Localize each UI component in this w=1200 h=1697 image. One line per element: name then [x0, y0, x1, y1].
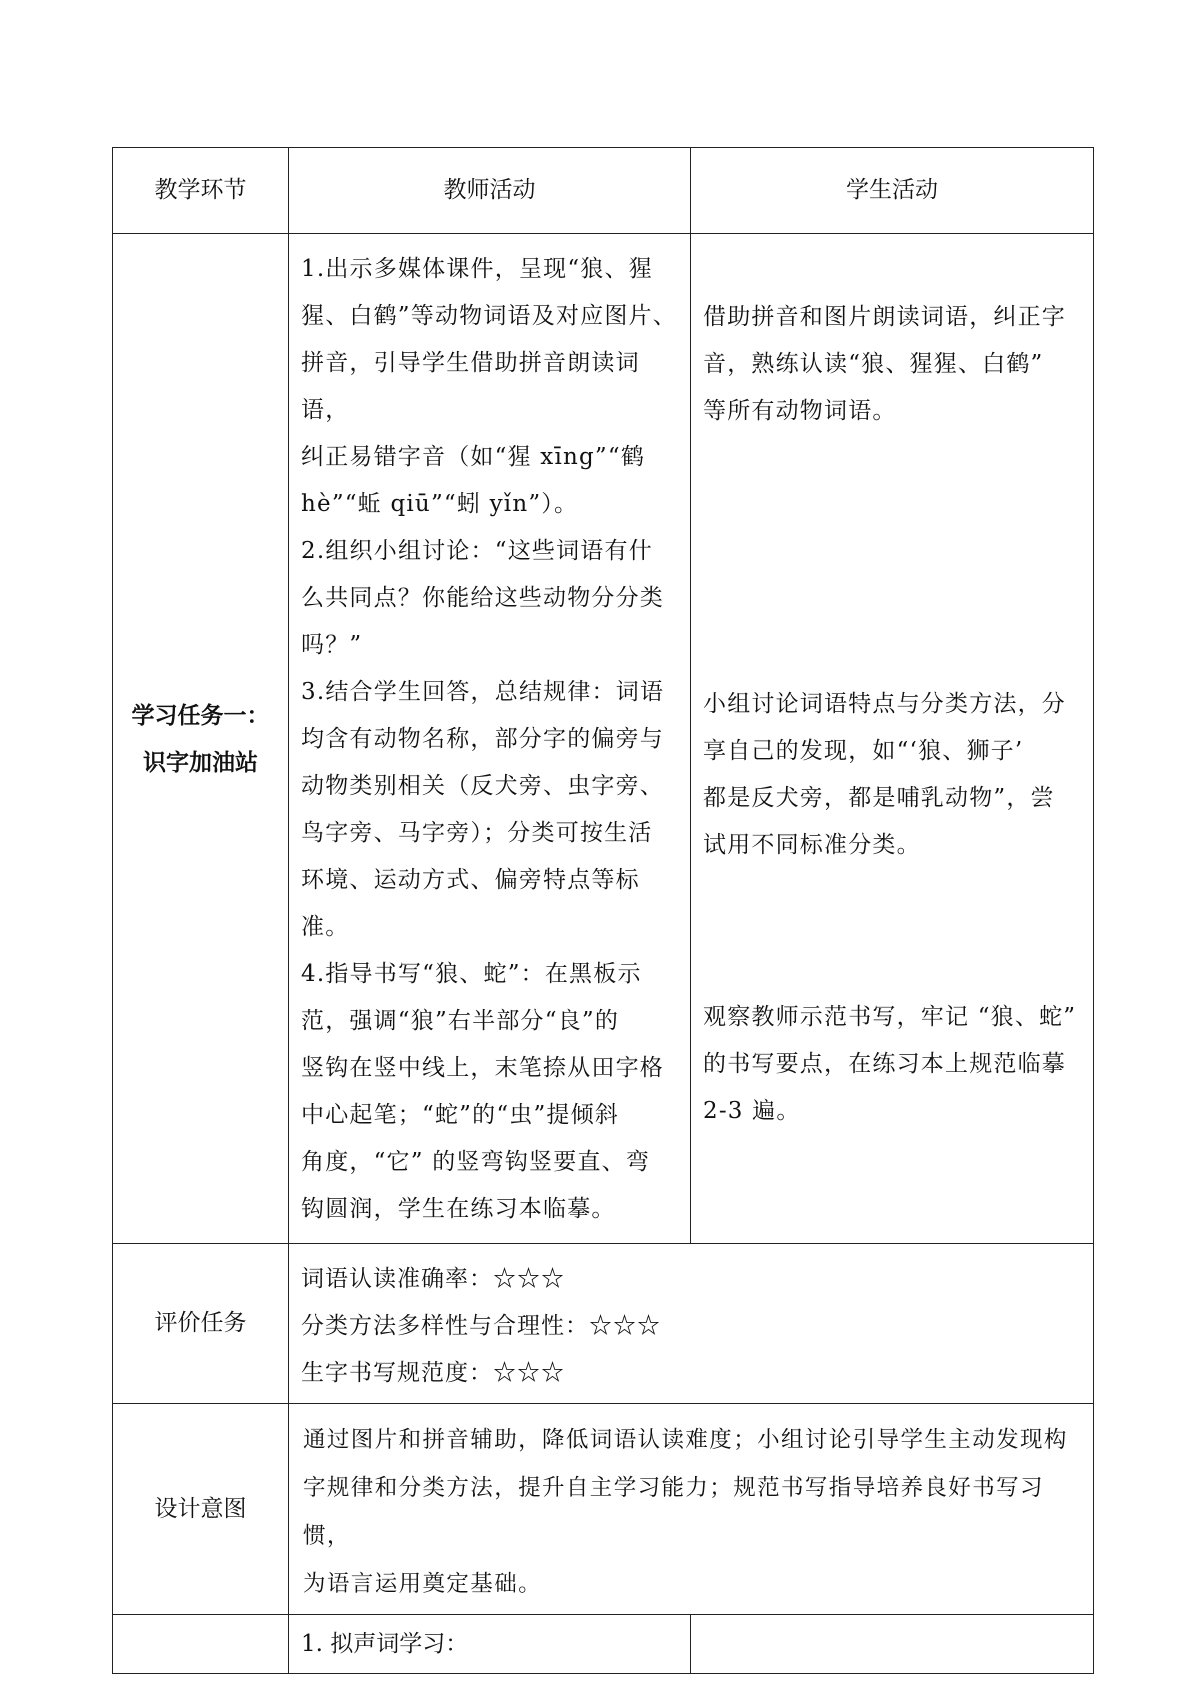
task1-label-line2: 识字加油站 [143, 748, 258, 776]
lesson-plan-table [112, 147, 1094, 1674]
next-task-row [113, 1615, 1094, 1674]
task1-label [113, 234, 289, 1244]
student-block-discussion [703, 681, 1083, 869]
design-intent-line: 字规律和分类方法，提升自主学习能力；规范书写指导培养良好书写习惯， [303, 1475, 1044, 1549]
header-teaching-stage: 教学环节 [113, 148, 289, 234]
task1-teacher-activity [289, 234, 691, 1244]
header-teacher-activity: 教师活动 [289, 148, 691, 234]
teacher-line: 吗？” [301, 632, 363, 658]
teacher-line: 竖钩在竖中线上，末笔捺从田字格 [301, 1055, 664, 1081]
design-intent-row [113, 1404, 1094, 1615]
task1-row [113, 234, 1094, 1244]
design-intent-line: 为语言运用奠定基础。 [303, 1571, 543, 1597]
next-task-teacher-text: 1. 拟声词学习： [301, 1630, 469, 1657]
design-intent-line: 通过图片和拼音辅助，降低词语认读难度；小组讨论引导学生主动发现构 [303, 1427, 1068, 1453]
teacher-line: hè”“蚯 qiū”“蚓 yǐn”）。 [301, 491, 579, 517]
student-block-writing [703, 994, 1083, 1135]
evaluation-line: 词语认读准确率：☆☆☆ [301, 1266, 565, 1292]
teacher-line: 动物类别相关（反犬旁、虫字旁、 [301, 773, 664, 799]
next-task-label [113, 1615, 289, 1674]
student-line: 的书写要点，在练习本上规范临摹 [703, 1051, 1066, 1077]
teacher-line: 纠正易错字音（如“猩 xīng”“鹤 [301, 444, 646, 470]
teacher-line: 鸟字旁、马字旁）；分类可按生活 [301, 820, 653, 846]
student-line: 音，熟练认读“狼、猩猩、白鹤” [703, 351, 1044, 377]
teacher-line: 3.结合学生回答，总结规律：词语 [301, 679, 665, 705]
student-line: 享自己的发现，如“‘狼、狮子’ [703, 738, 1024, 764]
teacher-line: 猩、白鹤”等动物词语及对应图片、 [301, 303, 677, 329]
student-line: 试用不同标准分类。 [703, 832, 921, 858]
teacher-line: 均含有动物名称，部分字的偏旁与 [301, 726, 664, 752]
header-student-activity: 学生活动 [691, 148, 1094, 234]
teacher-line: 范，强调“狼”右半部分“良”的 [301, 1008, 620, 1034]
teacher-line: 中心起笔；“蛇”的“虫”提倾斜 [301, 1102, 620, 1128]
evaluation-label: 评价任务 [113, 1244, 289, 1404]
evaluation-line: 生字书写规范度：☆☆☆ [301, 1360, 565, 1386]
teacher-line: 么共同点？你能给这些动物分分类 [301, 585, 664, 611]
teacher-line: 环境、运动方式、偏旁特点等标准。 [301, 867, 640, 940]
student-line: 都是反犬旁，都是哺乳动物”，尝 [703, 785, 1055, 811]
evaluation-content [289, 1244, 1094, 1404]
student-line: 观察教师示范书写，牢记 “狼、蛇” [703, 1004, 1077, 1030]
next-task-teacher [289, 1615, 691, 1674]
design-intent-content [289, 1404, 1094, 1615]
student-line: 2-3 遍。 [703, 1098, 801, 1124]
teacher-line: 1.出示多媒体课件，呈现“狼、猩 [301, 256, 653, 282]
design-intent-label: 设计意图 [113, 1404, 289, 1615]
evaluation-row [113, 1244, 1094, 1404]
task1-student-activity [691, 234, 1094, 1244]
next-task-student [691, 1615, 1094, 1674]
teacher-line: 4.指导书写“狼、蛇”：在黑板示 [301, 961, 642, 987]
student-line: 等所有动物词语。 [703, 398, 897, 424]
header-row [113, 148, 1094, 234]
teacher-line: 钩圆润，学生在练习本临摹。 [301, 1196, 616, 1222]
teacher-line: 拼音，引导学生借助拼音朗读词语， [301, 350, 640, 423]
teacher-line: 2.组织小组讨论：“这些词语有什 [301, 538, 653, 564]
task1-label-line1: 学习任务一： [131, 701, 270, 729]
student-line: 小组讨论词语特点与分类方法，分 [703, 691, 1066, 717]
evaluation-line: 分类方法多样性与合理性：☆☆☆ [301, 1313, 661, 1339]
student-block-reading [703, 294, 1083, 435]
teacher-line: 角度，“它” 的竖弯钩竖要直、弯 [301, 1149, 651, 1175]
student-line: 借助拼音和图片朗读词语，纠正字 [703, 304, 1066, 330]
